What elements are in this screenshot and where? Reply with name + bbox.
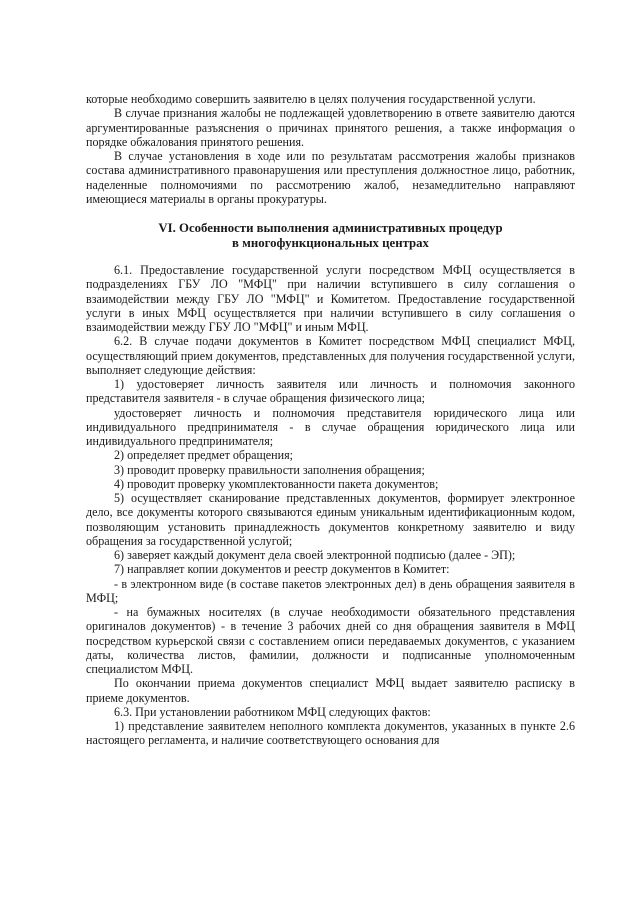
paragraph: 6.1. Предоставление государственной услуги посредством МФЦ осуществляется в подразделениях ГБУ ЛО "МФЦ" при наличии вступившего в силу соглашения о взаимодействии между ГБУ ЛО "МФЦ" и Комитетом. Предоставление государственной услуги в иных МФЦ осуществляется при наличии вступившего в силу соглашения о взаимодействии между ГБУ ЛО "МФЦ" и иным МФЦ.	[86, 263, 575, 334]
document-page	[86, 92, 575, 748]
paragraph: 4) проводит проверку укомплектованности пакета документов;	[114, 476, 439, 491]
section-heading-line: VI. Особенности выполнения административных процедур	[158, 221, 503, 235]
paragraph: 6) заверяет каждый документ дела своей электронной подписью (далее - ЭП);	[114, 548, 516, 562]
paragraph: удостоверяет личность и полномочия представителя юридического лица или индивидуального предпринимателя - в случае обращения юридического лица или индивидуального предпринимателя;	[86, 405, 575, 448]
section-heading	[86, 221, 575, 251]
section-heading-line: в многофункциональных центрах	[232, 236, 429, 250]
paragraph: - в электронном виде (в составе пакетов электронных дел) в день обращения заявителя в МФЦ;	[86, 576, 575, 605]
paragraph: 7) направляет копии документов и реестр документов в Комитет:	[114, 562, 450, 577]
paragraph: которые необходимо совершить заявителю в целях получения государственной услуги.	[86, 92, 536, 106]
paragraph: 1) представление заявителем неполного комплекта документов, указанных в пункте 2.6 настоящего регламента, и наличие соответствующего основания для	[86, 719, 575, 748]
paragraph: 5) осуществляет сканирование представленных документов, формирует электронное дело, все документы которого связываются единым уникальным идентификационным кодом, позволяющим установить принадлежность документов конкретному заявителю и виду обращения за государственной услугой;	[86, 491, 575, 548]
paragraph: 6.3. При установлении работником МФЦ следующих фактов:	[114, 704, 431, 719]
paragraph: 1) удостоверяет личность заявителя или личность и полномочия законного представителя заявителя - в случае обращения физического лица;	[86, 377, 575, 406]
paragraph: - на бумажных носителях (в случае необходимости обязательного представления оригиналов документов) - в течение 3 рабочих дней со дня обращения заявителя в МФЦ посредством курьерской связи с составлением описи передаваемых документов, с указанием даты, количества листов, фамилии, должности и подписанные уполномоченным специалистом МФЦ.	[86, 605, 575, 676]
paragraph: 3) проводит проверку правильности заполнения обращения;	[114, 462, 425, 477]
paragraph: 2) определяет предмет обращения;	[114, 448, 294, 463]
paragraph: 6.2. В случае подачи документов в Комитет посредством МФЦ специалист МФЦ, осуществляющий прием документов, представленных для получения государственной услуги, выполняет следующие действия:	[86, 334, 575, 377]
paragraph: В случае установления в ходе или по результатам рассмотрения жалобы признаков состава административного правонарушения или преступления должностное лицо, работник, наделенные полномочиями по рассмотрению жалоб, незамедлительно направляют имеющиеся материалы в органы прокуратуры.	[86, 149, 575, 206]
paragraph: В случае признания жалобы не подлежащей удовлетворению в ответе заявителю даются аргументированные разъяснения о причинах принятого решения, а также информация о порядке обжалования принятого решения.	[86, 106, 575, 149]
paragraph: По окончании приема документов специалист МФЦ выдает заявителю расписку в приеме документов.	[86, 676, 575, 705]
